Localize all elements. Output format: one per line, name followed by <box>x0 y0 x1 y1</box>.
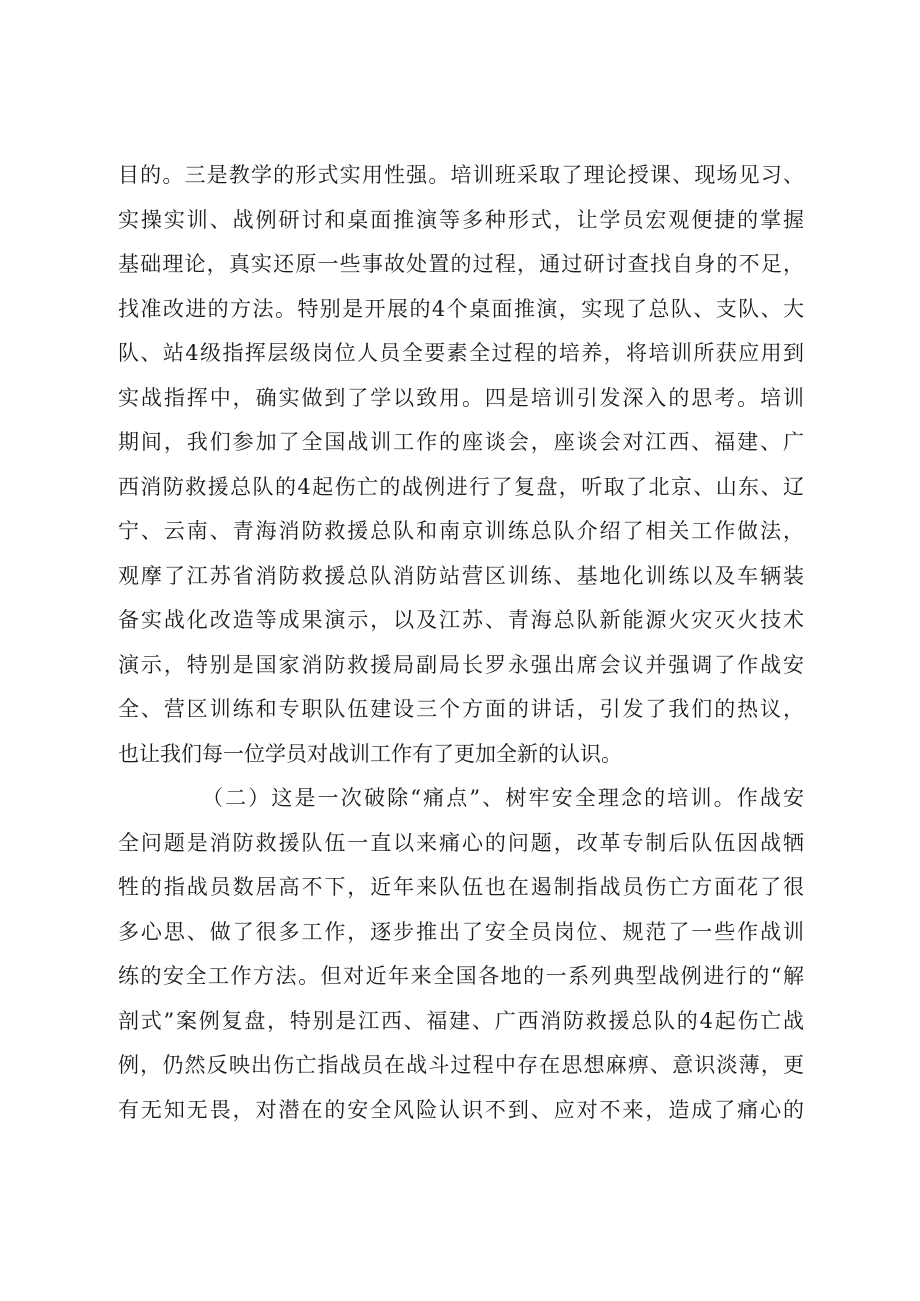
section-heading-line: （二）这是一次破除“痛点”、树牢安全理念的培训。作战安 <box>202 786 804 810</box>
text-line: 实战指挥中，确实做到了学以致用。四是培训引发深入的思考。培训 <box>118 385 804 410</box>
text-line: 全问题是消防救援队伍一直以来痛心的问题，改革专制后队伍因战牺 <box>118 830 804 855</box>
text-line: 牲的指战员数居高不下，近年来队伍也在遏制指战员伤亡方面花了很 <box>118 875 804 899</box>
body-text <box>118 153 804 1132</box>
text-line: 备实战化改造等成果演示，以及江苏、青海总队新能源火灾灭火技术 <box>118 608 804 632</box>
text-line: 例，仍然反映出伤亡指战员在战斗过程中存在思想麻痹、意识淡薄，更 <box>118 1053 804 1077</box>
text-line: 观摩了江苏省消防救援总队消防站营区训练、基地化训练以及车辆装 <box>118 563 804 588</box>
text-line: 目的。三是教学的形式实用性强。培训班采取了理论授课、现场见习、 <box>118 163 804 187</box>
text-line: 剖式”案例复盘，特别是江西、福建、广西消防救援总队的4起伤亡战 <box>118 1008 804 1033</box>
text-line: 基础理论，真实还原一些事故处置的过程，通过研讨查找自身的不足， <box>118 252 804 276</box>
text-line: 练的安全工作方法。但对近年来全国各地的一系列典型战例进行的“解 <box>118 964 804 988</box>
text-line: 找准改进的方法。特别是开展的4个桌面推演，实现了总队、支队、大 <box>118 296 804 321</box>
text-line: 期间，我们参加了全国战训工作的座谈会，座谈会对江西、福建、广 <box>118 430 804 454</box>
text-line: 全、营区训练和专职队伍建设三个方面的讲话，引发了我们的热议， <box>118 697 804 721</box>
text-line: 有无知无畏，对潜在的安全风险认识不到、应对不来，造成了痛心的 <box>118 1097 804 1122</box>
text-line: 宁、云南、青海消防救援总队和南京训练总队介绍了相关工作做法， <box>118 519 804 543</box>
paragraph-end-line: 也让我们每一位学员对战训工作有了更加全新的认识。 <box>118 741 622 766</box>
text-line: 实操实训、战例研讨和桌面推演等多种形式，让学员宏观便捷的掌握 <box>118 207 804 232</box>
text-line: 演示，特别是国家消防救援局副局长罗永强出席会议并强调了作战安 <box>118 652 804 677</box>
text-line: 多心思、做了很多工作，逐步推出了安全员岗位、规范了一些作战训 <box>118 919 804 944</box>
text-line: 西消防救援总队的4起伤亡的战例进行了复盘，听取了北京、山东、辽 <box>118 474 804 499</box>
text-line: 队、站4级指挥层级岗位人员全要素全过程的培养，将培训所获应用到 <box>118 341 804 365</box>
